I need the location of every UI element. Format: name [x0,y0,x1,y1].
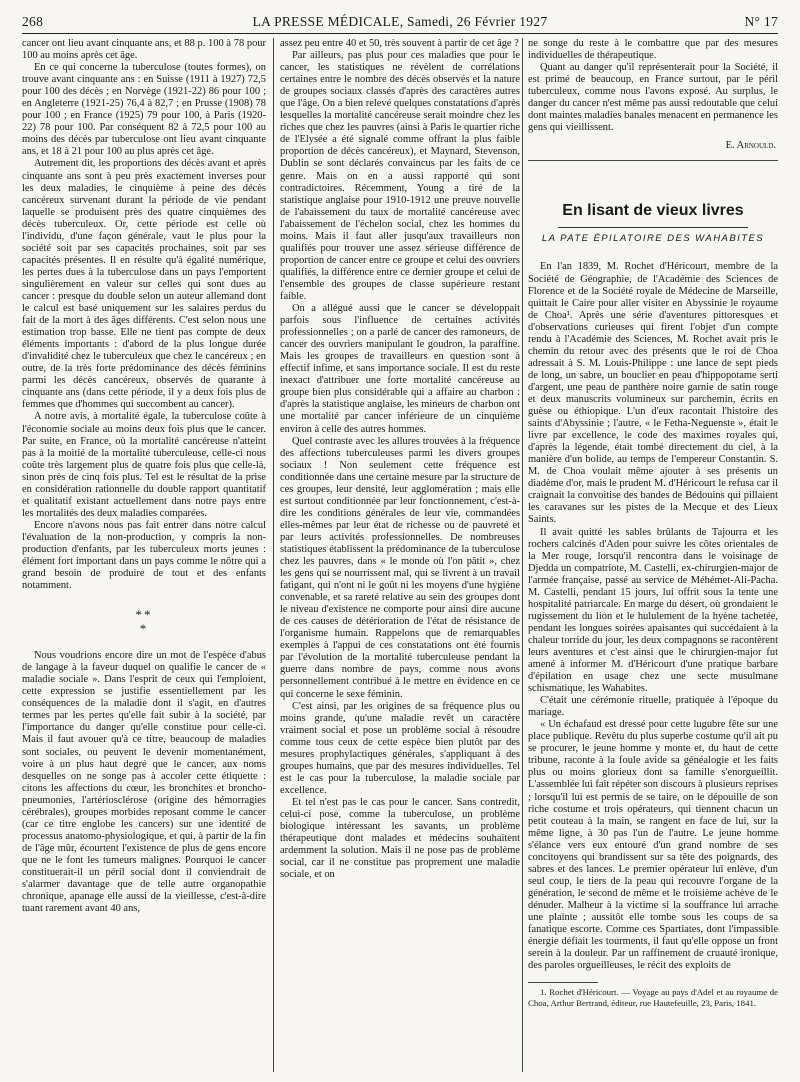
issue-number: N° 17 [744,14,778,29]
author-signature: E. Arnould. [725,140,776,152]
paragraph: Nous voudrions encore dire un mot de l'espèce d'abus de langage à la faveur duquel on qualifie le cancer de « maladie sociale ». Dans l'esprit de ceux qui l'emploient, cette expression se justifie essentiellement par les conséquences de la maladie dont il s'agit, en d'autres termes par les pertes qu'elle fait subir à la société, par l'importance du danger qu'elle constitue pour celle-ci. Mais il faut avouer qu'à ce titre, beaucoup de maladies sont sociales, ou peuvent le devenir momentanément, voire à un plus haut degré que le cancer, aux noms desquelles on ne songe pas à accoler cette étiquette : citons les affections du cœur, les bronchites et broncho-pneumonies, l'artériosclérose (origine des hémorragies cérébrales), groupes morbides reposant comme le cancer (car ce titre englobe les cancers) sur une identité de processus anatomo-physiologique, et qui, à partir de la fin de l'âge mûr, écourtent l'existence de plus de gens encore que ne le font les tumeurs malignes. Pourquoi le cancer constituerait-il un péril social dont il conviendrait de s'alarmer davantage que de telle autre organopathie chronique, apanage elle aussi de la vieillesse, c'est-à-dire tuant rarement avant 40 ans, [22,650,266,915]
column-rule [273,38,274,1072]
paragraph: Encore n'avons nous pas fait entrer dans notre calcul l'évaluation de la non-production, y compris la non-production d'enfants, par les tuberculeux morts jeunes : élément fort important dans un pays comme le nôtre qui a grand besoin de produire de tout et des enfants notamment. [22,519,266,592]
paragraph: En l'an 1839, M. Rochet d'Héricourt, membre de la Société de Géographie, de l'Académie des Sciences de Florence et de la Société royale de Médecine de Marseille, quittait le Caire pour aller visiter en Abyssinie le royaume de Choa¹. Après une série d'aventures pittoresques et d'observations curieuses qui firent l'objet d'un compte rendu à l'Académie des Sciences, M. Rochet avait pris le chemin du retour avec des présents que le roi de Choa adressait à S. M. Louis-Philippe : une lance de sept pieds de long, un sabre, un bouclier en peau d'hippopotame serti d'argent, une peau de panthère noire garnie de satin rouge et deux manuscrits volumineux sur parchemin, écrits en guèse ou éthiopique. L'un d'eux racontait l'histoire des saints d'Abyssinie ; l'autre, « le Fetha-Neguenste », était le livre par excellence, le code des maximes royales qui, d'après la légende, était tombé directement du ciel, à la manière d'un bolide, au temps de l'empereur Constantin. S. M. de Choa voulait même ajouter à ses présents un diadème d'or, mais le prudent M. d'Héricourt le refusa car il craignait la convoitise des bandes de Bédouins qui pillaient les caravanes sur les pistes de la Mecque et des Lieux Saints. [528,261,778,526]
column-2 [280,38,520,1072]
section-rule [528,160,778,161]
header-rule [22,33,778,34]
title-underline [558,227,748,228]
paragraph: assez peu entre 40 et 50, très souvent à partir de cet âge ? [280,38,519,49]
page-number: 268 [22,14,44,29]
paragraph: A notre avis, à mortalité égale, la tuberculose coûte à l'économie sociale au moins deux fois plus que le cancer. Par suite, en France, où la mortalité cancéreuse n'atteint pas à la moitié de la mortalité tuberculeuse, celle-ci nous coûte très largement plus de quatre fois plus que celle-là, sinon près de cinq fois plus. Tel est le résultat de la prise en considération rationnelle du double rapport quantitatif et qualitatif existant actuellement dans notre pays entre les mortalités des deux maladies comparées. [22,411,266,519]
paragraph: C'est ainsi, par les origines de sa fréquence plus ou moins grande, qu'une maladie revêt un caractère vraiment social et pose un problème social à résoudre comme tous ceux de cette espèce bien plutôt par des mesures prophylactiques générales, s'appliquant à des groupes humains, que par des mesures individuelles. Tel est le cas pour la tuberculose, la maladie sociale par excellence. [280,700,520,796]
footnote: 1. Rochet d'Héricourt. — Voyage au pays d'Adel et au royaume de Choa, Arthur Bertrand, éditeur, rue Hautefeuille, 23, Paris, 1841. [528,987,778,1008]
paragraph: Il avait quitté les sables brûlants de Tajourra et les rochers calcinés d'Aden pour suivre les côtes orientales de la Mer rouge, lorsqu'il rencontra dans le voisinage de Djedda un compatriote, M. Castelli, ex-chirurgien-major de l'armée française, passé au service de Méhémet-Ali-Pacha. M. Castelli, pendant 15 jours, lui offrit sous la tente une hospitalité patriarcale. En marge du désert, où grondaient le rugissement du lion et le hululement de la hyène tachetée, pendant les longues soirées apaisantes qui succédaient à la chaleur torride du jour, les deux compagnons se racontèrent leurs aventures et c'est ainsi que le chirurgien-major fut amené à informer M. d'Héricourt d'une pratique barbare d'épilation en usage chez une secte musulmane schismatique, les Wahabites. [528,526,778,695]
section-title: En lisant de vieux livres [562,202,744,220]
paragraph: C'était une cérémonie rituelle, pratiquée à l'époque du mariage. [528,695,778,719]
journal-title: LA PRESSE MÉDICALE, Samedi, 26 Février 1927 [252,14,548,29]
paragraph: « Un échafaud est dressé pour cette lugubre fête sur une place publique. Revêtu du plus superbe costume qu'il ait pu se procurer, le jeune homme y monte et, du haut de cette tribune, raconte à la foule avide sa généalogie et les faits plus ou moins glorieux dont sa famille s'enorgueillit. L'assemblée lui fait répéter son discours à plusieurs reprises ; lorsqu'il lui est permis de se taire, on le dépouille de son riche costume et trois opérateurs, qui tiennent chacun un petit couteau à la main, se rangent en face de lui, sur la même ligne, à 30 pas l'un de l'autre. Le jeune homme s'élance vers eux entouré d'un grand nombre de ses concitoyens qui brandissent sur sa tête des poignards, des sabres et des lances. Le premier opérateur lui enlève, d'un seul coup, le tiers de la peau qui recouvre l'organe de la génération, le second de même et le troisième achève de le dénuder. Malheur à la victime si la souffrance lui arrache une plainte ; aussitôt elle tombe sous les coups de sa fanatique escorte. Comme ces Spartiates, dont l'impassible énergie défiait les tourments, il faut qu'elle oppose un front serein à la douleur. Par un raffinement de cruauté ironique, des paroles orgueilleuses, le récit des exploits de [528,719,778,972]
paragraph: Par ailleurs, pas plus pour ces maladies que pour le cancer, les statistiques ne révèlent de corrélations certaines entre le nombre des décès observés et la nature de groupes sociaux classés d'après des caractères autres que l'âge. On a bien relevé quelques constatations d'après lesquelles la mortalité cancéreuse serait moindre chez les riches que chez les pauvres (ainsi à Paris le quartier riche de l'Elysée a été signalé comme offrant la plus faible proportion de décès cancéreux), et Maynard, Stevenson, Dublin se sont déclarés convaincus par les faits de ce genre. Mais on en a aussi rapporté qui sont contradictoires. Récemment, Young a tiré de la statistique anglaise pour 1910-1912 une preuve nouvelle de l'abaissement du taux de mortalité cancéreuse avec l'abaissement de l'échelon social, chez les hommes du moins. Mais il faut aller jusqu'aux travailleurs non qualifiés pour trouver une assez sérieuse différence de proportion de cancer entre ce groupe et celui des ouvriers qualifiés, la différence entre ce dernier groupe et celui de l'ensemble des groupes de classe supérieure restant faible. [280,50,520,302]
section-subtitle: LA PATE ÉPILATOIRE DES WAHABITES [541,233,765,245]
paragraph: En ce qui concerne la tuberculose (toutes formes), on trouve avant cinquante ans : en Suisse (1911 à 1927) 72,5 pour 100 des décès ; en Norvège (1921-22) 86 pour 100 ; en Angleterre (1921-25) 76,4 à 82,7 ; en Prusse (1908) 78 pour 100 ; en France (1925) 79 pour 100, à Paris (1920-22) 78 pour 100. Par conséquent 82 à 72,5 pour 100 au moins des décès par tuberculose ont lieu avant cinquante ans, et 18 à 21 pour 100 au plus après cet âge. [22,62,266,158]
column-1 [22,38,266,1072]
column-rule [522,38,523,1072]
paragraph: Autrement dit, les proportions des décès avant et après cinquante ans sont à peu près exactement inverses pour les deux maladies, le cinquième à peine des décès cancéreux survenant durant la période de vie pendant laquelle se produisent près des quatre cinquièmes des décès tuberculeux. Or, cette période est celle où l'individu, d'une façon générale, vaut le plus pour la société soit par ses capacités prochaines, soit par ses capacités présentes. Il en résulte qu'à égalité numérique, les pertes dues à la tuberculose dans un pays l'emportent singulièrement en valeur sur celles qui sont dues au cancer : presque du double selon un auteur allemand dont le calcul est basé uniquement sur les salaires perdus du fait de la mort à des âges différents. C'est selon nous une estimation trop basse. Elle ne tient pas compte de deux éléments importants : d'abord de la plus longue durée d'invalidité chez le tuberculeux que chez le cancéreux ; en outre, de la très forte prédominance des décès féminins parmi les décès cancéreux, observés de quarante à cinquante ans (dans cette période, il y a deux fois plus de femmes que d'hommes qui succombent au cancer). [22,158,266,411]
paragraph: Quel contraste avec les allures trouvées à la fréquence des affections tuberculeuses parmi les divers groupes sociaux ! Non seulement cette fréquence est conditionnée dans une certaine mesure par la structure de ces groupes, leur densité, leur agglomération ; mais elle est surtout conditionnée par leur fonctionnement, c'est-à-dire les conditions générales de leur vie, commandées elles-mêmes par leur état de richesse ou de pauvreté et par leurs activités professionnelles. De nombreuses statistiques établissent la prédominance de la tuberculose chez les pauvres, dans « le monde où l'on pâtit », chez les gens qui se nourrissent mal, qui se livrent à un travail fatigant, qui n'ont ni le goût ni les moyens d'une hygiène convenable, et sa rareté relative au sein des groupes dont le niveau d'existence ne comporte pour ainsi dire aucune de ces causes de détérioration de l'état de résistance de l'organisme humain. Rappelons que de remarquables exemples à l'appui de ces constatations ont été fournis par l'évolution de la mortalité tuberculeuse pendant la guerre dans nombre de pays, comme nous avons personnellement contribué à le mettre en évidence en ce qui concerne le sexe féminin. [280,435,520,700]
paragraph: cancer ont lieu avant cinquante ans, et 88 p. 100 à 78 pour 100 au moins après cet âge. [22,38,266,62]
paragraph: On a allégué aussi que le cancer se développait parfois sous l'influence de certaines activités professionnelles ; on a parlé de cancer des ramoneurs, de cancer des ouvriers manipulant le goudron, la paraffine. Mais les groupes de travailleurs en question sont à effectif infime, et sans importance sociale. Il est du reste inexact d'attribuer une forte mortalité cancéreuse au groupe bien plus considérable qui a affaire au charbon : d'après la statistique anglaise, les mineurs de charbon ont une mortalité par cancer inférieure de un cinquième environ à celle des autres hommes. [280,303,520,435]
page-header [22,14,778,34]
asterism: ** * [135,607,153,637]
paragraph: Quant au danger qu'il représenterait pour la Société, il est primé de beaucoup, en France surtout, par le péril tuberculeux, comme nous l'avons exposé. Au surplus, le danger du cancer n'est même pas aussi redoutable que celui dont maintes maladies banales menacent en permanence les gens qui vieillissent. [528,62,778,134]
paragraph: Et tel n'est pas le cas pour le cancer. Sans contredit, celui-ci pose, comme la tuberculose, un problème biologique intéressant les savants, un problème thérapeutique dont malades et médecins souhaitent ardemment la solution. Mais il ne pose pas de problème social, car il ne constitue pas proprement une maladie sociale, et on [280,796,520,881]
footnote-rule [528,982,598,983]
paragraph: ne songe du reste à le combattre que par des mesures individuelles de thérapeutique. [528,38,778,62]
column-3 [528,38,778,1072]
